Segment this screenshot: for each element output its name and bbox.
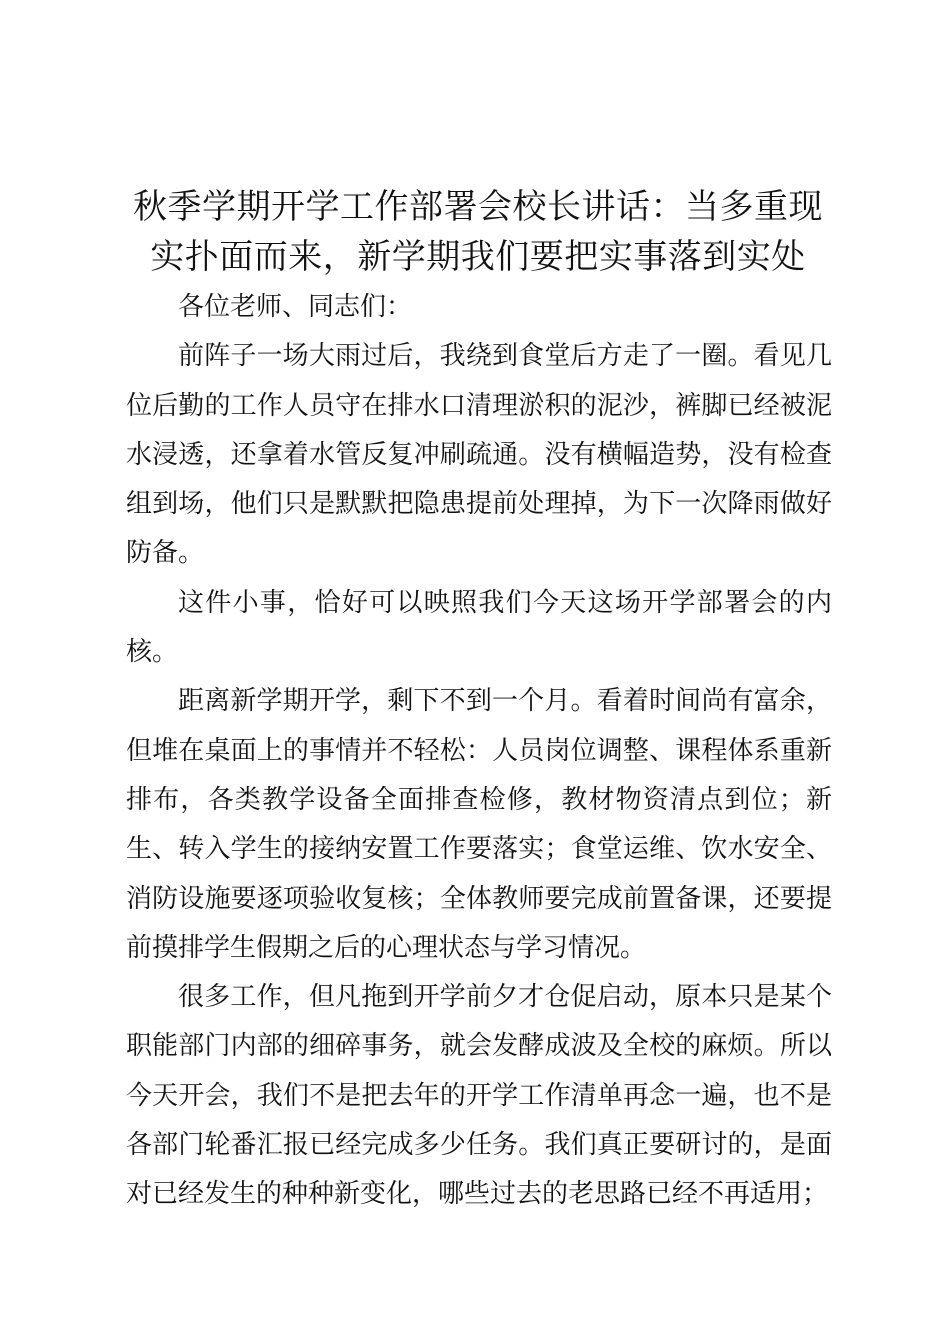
document-body	[126, 283, 832, 1220]
document-title: 秋季学期开学工作部署会校长讲话：当多重现实扑面而来，新学期我们要把实事落到实处	[133, 187, 823, 277]
paragraph: 距离新学期开学，剩下不到一个月。看着时间尚有富余，但堆在桌面上的事情并不轻松：人员岗位调整、课程体系重新排布，各类教学设备全面排查检修，教材物资清点到位；新生、转入学生的接纳安置工作要落实；食堂运维、饮水安全、消防设施要逐项验收复核；全体教师要完成前置备课，还要提前摸排学生假期之后的心理状态与学习情况。	[126, 686, 832, 963]
paragraph: 很多工作，但凡拖到开学前夕才仓促启动，原本只是某个职能部门内部的细碎事务，就会发酵成波及全校的麻烦。所以今天开会，我们不是把去年的开学工作清单再念一遍，也不是各部门轮番汇报已经完成多少任务。我们真正要研讨的，是面对已经发生的种种新变化，哪些过去的老思路已经不再适用；	[126, 982, 832, 1210]
paragraph: 前阵子一场大雨过后，我绕到食堂后方走了一圈。看见几位后勤的工作人员守在排水口清理淤积的泥沙，裤脚已经被泥水浸透，还拿着水管反复冲刷疏通。没有横幅造势，没有检查组到场，他们只是默默把隐患提前处理掉，为下一次降雨做好防备。	[126, 341, 832, 569]
paragraph-salutation: 各位老师、同志们：	[178, 292, 413, 322]
paragraph: 这件小事，恰好可以映照我们今天这场开学部署会的内核。	[126, 587, 832, 668]
